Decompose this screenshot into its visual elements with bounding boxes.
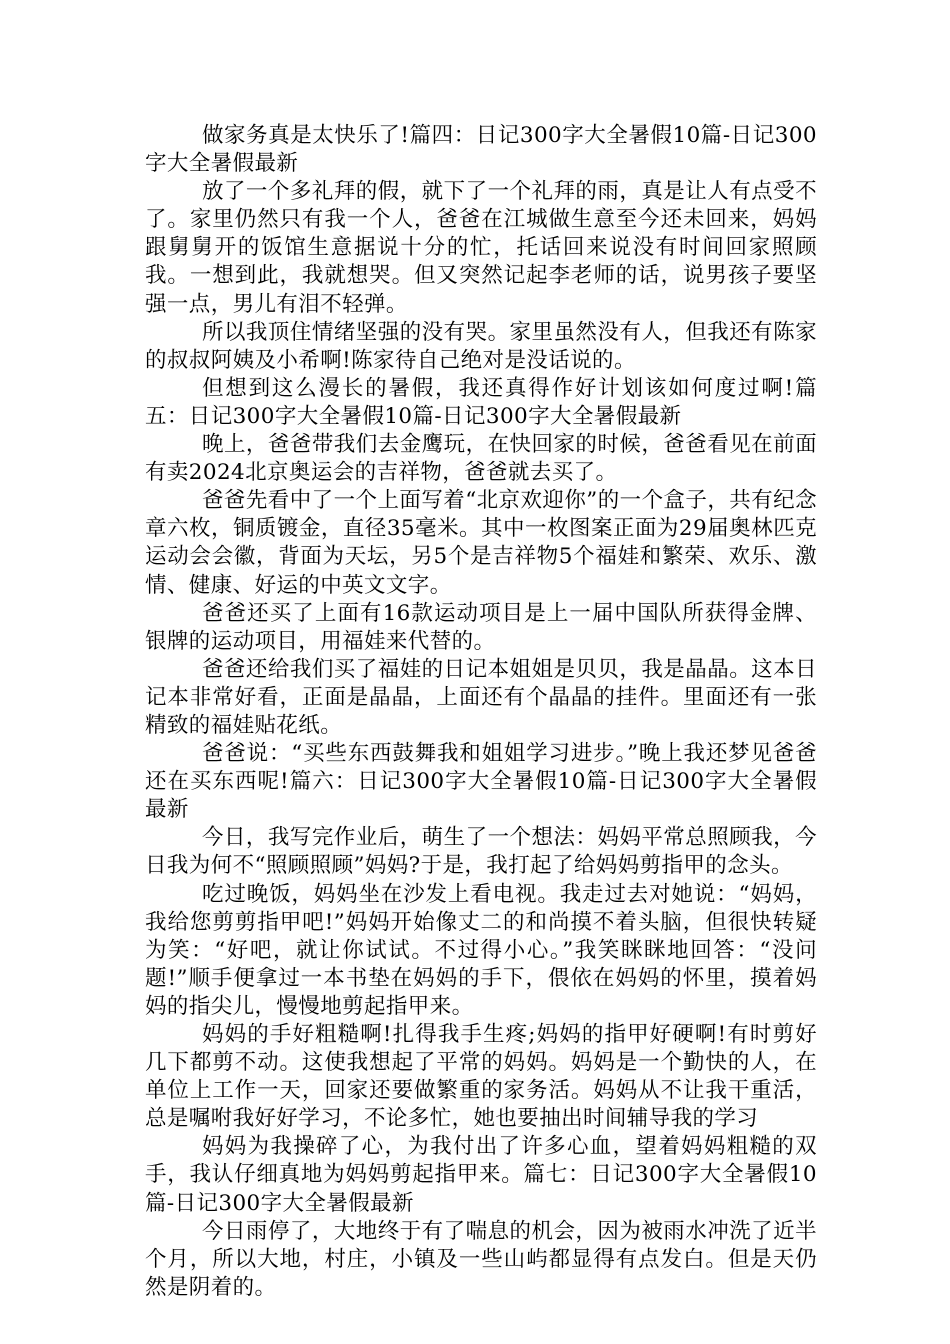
paragraph: 今日，我写完作业后，萌生了一个想法：妈妈平常总照顾我，今日我为何不“照顾照顾”妈妈?于是，我打起了给妈妈剪指甲的念头。 bbox=[145, 825, 817, 879]
paragraph: 做家务真是太快乐了!篇四：日记300字大全暑假10篇-日记300字大全暑假最新 bbox=[145, 123, 817, 177]
paragraph: 爸爸还给我们买了福娃的日记本姐姐是贝贝，我是晶晶。这本日记本非常好看，正面是晶晶，上面还有个晶晶的挂件。里面还有一张精致的福娃贴花纸。 bbox=[145, 656, 817, 738]
paragraph: 妈妈的手好粗糙啊!扎得我手生疼;妈妈的指甲好硬啊!有时剪好几下都剪不动。这使我想起了平常的妈妈。妈妈是一个勤快的人，在单位上工作一天，回家还要做繁重的家务活。妈妈从不让我干重活，总是嘱咐我好好学习，不论多忙，她也要抽出时间辅导我的学习 bbox=[145, 1022, 817, 1132]
document-page bbox=[145, 122, 817, 1302]
paragraph: 晚上，爸爸带我们去金鹰玩，在快回家的时候，爸爸看见在前面有卖2024北京奥运会的吉祥物，爸爸就去买了。 bbox=[145, 432, 817, 486]
paragraph: 爸爸还买了上面有16款运动项目是上一届中国队所获得金牌、银牌的运动项目，用福娃来代替的。 bbox=[145, 600, 817, 654]
paragraph: 爸爸说：“买些东西鼓舞我和姐姐学习进步。”晚上我还梦见爸爸还在买东西呢!篇六：日记300字大全暑假10篇-日记300字大全暑假最新 bbox=[145, 741, 817, 823]
paragraph: 吃过晚饭，妈妈坐在沙发上看电视。我走过去对她说：“妈妈，我给您剪剪指甲吧!”妈妈开始像丈二的和尚摸不着头脑，但很快转疑为笑：“好吧，就让你试试。不过得小心。”我笑眯眯地回答：“没问题!”顺手便拿过一本书垫在妈妈的手下，偎依在妈妈的怀里，摸着妈妈的指尖儿，慢慢地剪起指甲来。 bbox=[145, 881, 817, 1019]
paragraph: 妈妈为我操碎了心，为我付出了许多心血，望着妈妈粗糙的双手，我认仔细真地为妈妈剪起指甲来。篇七：日记300字大全暑假10篇-日记300字大全暑假最新 bbox=[145, 1134, 817, 1216]
paragraph: 爸爸先看中了一个上面写着“北京欢迎你”的一个盒子，共有纪念章六枚，铜质镀金，直径35毫米。其中一枚图案正面为29届奥林匹克运动会会徽，背面为天坛，另5个是吉祥物5个福娃和繁荣、欢乐、激情、健康、好运的中英文文字。 bbox=[145, 488, 817, 598]
paragraph: 所以我顶住情绪坚强的没有哭。家里虽然没有人，但我还有陈家的叔叔阿姨及小希啊!陈家待自己绝对是没话说的。 bbox=[145, 319, 817, 373]
paragraph: 放了一个多礼拜的假，就下了一个礼拜的雨，真是让人有点受不了。家里仍然只有我一个人，爸爸在江城做生意至今还未回来，妈妈跟舅舅开的饭馆生意据说十分的忙，托话回来说没有时间回家照顾我。一想到此，我就想哭。但又突然记起李老师的话，说男孩子要坚强一点，男儿有泪不轻弹。 bbox=[145, 179, 817, 317]
paragraph: 今日雨停了，大地终于有了喘息的机会，因为被雨水冲洗了近半个月，所以大地，村庄，小镇及一些山屿都显得有点发白。但是天仍然是阴着的。 bbox=[145, 1218, 817, 1300]
paragraph: 但想到这么漫长的暑假，我还真得作好计划该如何度过啊!篇五：日记300字大全暑假10篇-日记300字大全暑假最新 bbox=[145, 375, 817, 429]
